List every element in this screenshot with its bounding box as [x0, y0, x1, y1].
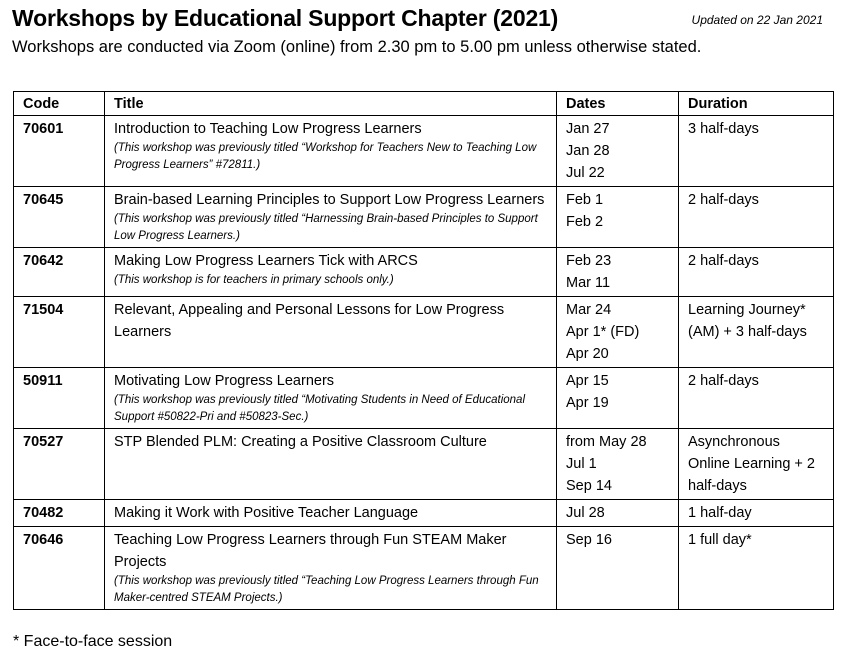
workshop-code: 70527: [14, 429, 105, 500]
workshop-note: (This workshop was previously titled “Motivating Students in Need of Educational Support #50822-Pri and #50823-Sec.): [114, 394, 526, 423]
footnote: * Face-to-face session: [13, 633, 173, 650]
workshop-date: Apr 20: [566, 346, 609, 362]
workshop-duration: 3 half-days: [679, 116, 834, 187]
column-header-dates: Dates: [557, 92, 679, 116]
workshop-code: 70645: [14, 187, 105, 248]
workshop-title: Teaching Low Progress Learners through Fun STEAM Maker Projects: [114, 532, 507, 570]
workshop-note: (This workshop was previously titled “Teaching Low Progress Learners through Fun Maker-centred STEAM Projects.): [114, 575, 539, 604]
workshop-title-cell: [105, 368, 557, 429]
workshop-date: Jul 1: [566, 456, 597, 472]
workshop-duration: 2 half-days: [679, 368, 834, 429]
workshop-date: Apr 19: [566, 395, 609, 411]
workshop-date: Sep 14: [566, 478, 612, 494]
workshop-date: Apr 1* (FD): [566, 324, 640, 340]
workshop-title: Introduction to Teaching Low Progress Learners: [114, 121, 422, 137]
workshop-title: Motivating Low Progress Learners: [114, 373, 335, 389]
updated-date: Updated on 22 Jan 2021: [691, 13, 823, 27]
workshop-duration: 1 half-day: [679, 500, 834, 527]
workshop-date: Mar 11: [566, 275, 611, 291]
workshop-dates: [557, 116, 679, 187]
workshop-date: Feb 1: [566, 192, 604, 208]
page-subtitle: Workshops are conducted via Zoom (online) from 2.30 pm to 5.00 pm unless otherwise stated.: [12, 38, 702, 56]
workshop-dates: [557, 429, 679, 500]
workshop-duration: Asynchronous Online Learning + 2 half-days: [679, 429, 834, 500]
workshop-dates: [557, 248, 679, 297]
table-row: [14, 116, 834, 187]
workshop-title-cell: [105, 527, 557, 610]
table-row: [14, 500, 834, 527]
workshop-title-cell: [105, 297, 557, 368]
workshop-title: Making it Work with Positive Teacher Language: [114, 505, 419, 521]
workshop-note: (This workshop is for teachers in primary schools only.): [114, 274, 394, 286]
table-header-row: [14, 92, 834, 116]
table-body: [14, 116, 834, 610]
column-header-code: Code: [14, 92, 105, 116]
workshop-code: 70482: [14, 500, 105, 527]
workshops-table: [13, 91, 834, 610]
workshop-duration: Learning Journey* (AM) + 3 half-days: [679, 297, 834, 368]
workshop-dates: [557, 297, 679, 368]
workshop-date: Jul 28: [566, 505, 605, 521]
workshop-title-cell: [105, 187, 557, 248]
workshop-code: 70646: [14, 527, 105, 610]
column-header-duration: Duration: [679, 92, 834, 116]
workshop-title-cell: [105, 429, 557, 500]
workshop-title-cell: [105, 500, 557, 527]
workshop-date: Feb 2: [566, 214, 604, 230]
page-title: Workshops by Educational Support Chapter (2021): [12, 5, 559, 31]
table-row: [14, 248, 834, 297]
workshop-date: Jan 28: [566, 143, 610, 159]
workshop-code: 50911: [14, 368, 105, 429]
workshop-code: 71504: [14, 297, 105, 368]
workshop-title: Making Low Progress Learners Tick with ARCS: [114, 253, 418, 269]
workshop-duration: 1 full day*: [679, 527, 834, 610]
table-row: [14, 297, 834, 368]
workshop-title-cell: [105, 116, 557, 187]
workshop-date: Apr 15: [566, 373, 609, 389]
table-row: [14, 527, 834, 610]
workshop-date: Sep 16: [566, 532, 612, 548]
table-row: [14, 368, 834, 429]
table-row: [14, 429, 834, 500]
workshop-code: 70642: [14, 248, 105, 297]
workshop-date: Jul 22: [566, 165, 605, 181]
column-header-title: Title: [105, 92, 557, 116]
workshop-date: Mar 24: [566, 302, 612, 318]
workshop-date: Jan 27: [566, 121, 610, 137]
workshop-note: (This workshop was previously titled “Harnessing Brain-based Principles to Support Low Progress Learners.): [114, 213, 538, 242]
workshop-note: (This workshop was previously titled “Workshop for Teachers New to Teaching Low Progress Learners” #72811.): [114, 142, 537, 171]
workshop-dates: [557, 527, 679, 610]
table-row: [14, 187, 834, 248]
workshop-title: Relevant, Appealing and Personal Lessons for Low Progress Learners: [114, 302, 505, 340]
workshop-title-cell: [105, 248, 557, 297]
workshop-code: 70601: [14, 116, 105, 187]
workshop-date: Feb 23: [566, 253, 612, 269]
workshop-duration: 2 half-days: [679, 248, 834, 297]
workshop-title: Brain-based Learning Principles to Support Low Progress Learners: [114, 192, 545, 208]
workshop-date: from May 28: [566, 434, 647, 450]
workshop-dates: [557, 368, 679, 429]
workshop-title: STP Blended PLM: Creating a Positive Classroom Culture: [114, 434, 487, 450]
workshop-dates: [557, 187, 679, 248]
workshop-dates: [557, 500, 679, 527]
workshop-duration: 2 half-days: [679, 187, 834, 248]
